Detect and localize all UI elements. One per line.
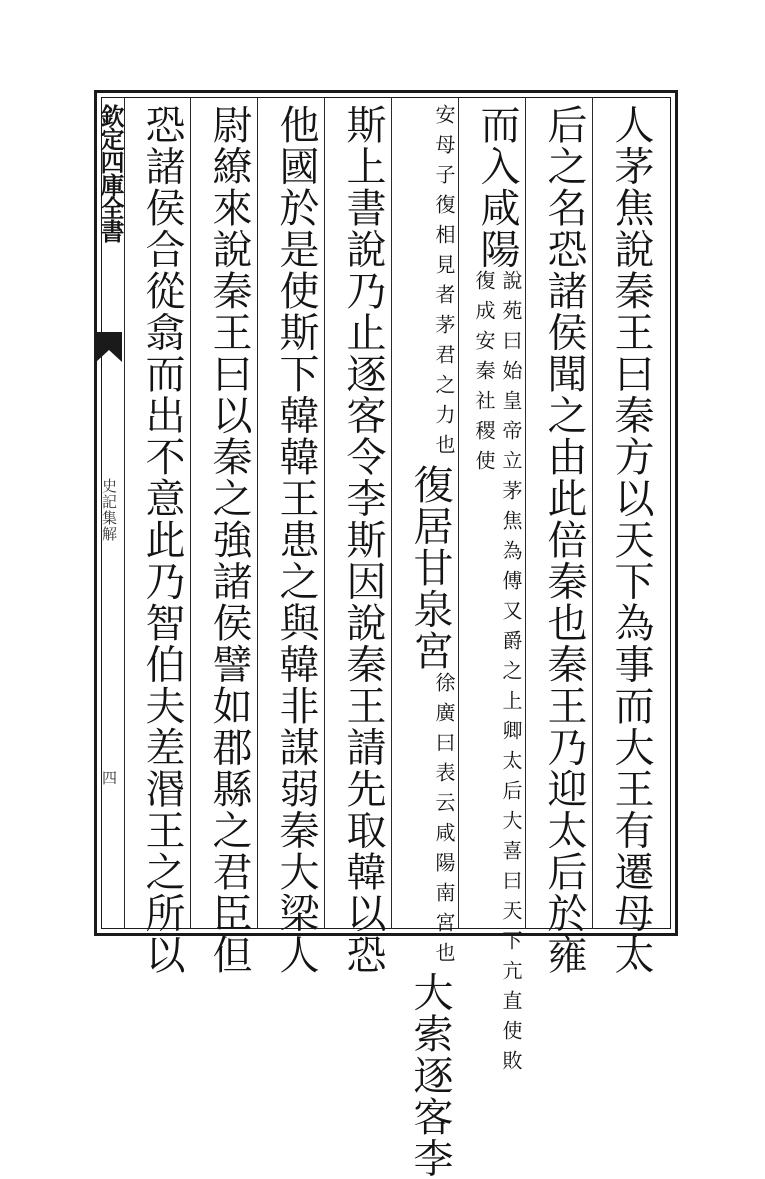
column-rule [324,97,325,929]
note-left-line: 咸陽南宮也 [432,822,456,972]
note-right-line: 說苑曰始皇帝立茅焦為傅又爵之上卿太 [499,270,523,780]
margin-book-title: 史記集解 [98,478,120,588]
column-rule [525,97,526,929]
text-column-3 [470,104,524,922]
commentary-note [403,672,457,972]
note-left-line: 后大喜曰天下亢直使敗復成安秦社稷使 [472,270,523,1080]
margin-page-number: 四 [98,770,120,800]
column-rule [391,97,392,929]
column-rule [458,97,459,929]
main-text: 復居甘泉宮 [407,464,453,672]
fishtail-mark-icon [96,332,122,362]
note-left-line: 者茅君之力也 [432,284,456,464]
commentary-note [403,104,457,464]
text-column-1: 人茅焦說秦王曰秦方以天下為事而大王有遷母太 [604,104,658,922]
text-column-5: 斯上書說乃止逐客令李斯因說秦王請先取韓以恐 [336,104,390,922]
column-rule [592,97,593,929]
column-rule [190,97,191,929]
text-column-4 [403,104,457,922]
text-column-7: 尉繚來說秦王曰以秦之強諸侯譬如郡縣之君臣但 [202,104,256,922]
text-column-8: 恐諸侯合從翕而出不意此乃智伯夫差湣王之所以 [135,104,189,922]
note-right-line: 徐廣曰表云 [432,672,456,822]
note-right-line: 安母子復相見 [432,104,456,284]
main-text: 大索逐客李 [407,972,453,1179]
margin-title: 欽定四庫全書 [96,104,124,334]
text-column-2: 后之名恐諸侯聞之由此倍秦也秦王乃迎太后於雍 [537,104,591,922]
commentary-note [470,270,524,1088]
column-rule [257,97,258,929]
text-column-6: 他國於是使斯下韓韓王患之與韓非謀弱秦大梁人 [269,104,323,922]
main-text: 而入咸陽 [474,104,520,270]
